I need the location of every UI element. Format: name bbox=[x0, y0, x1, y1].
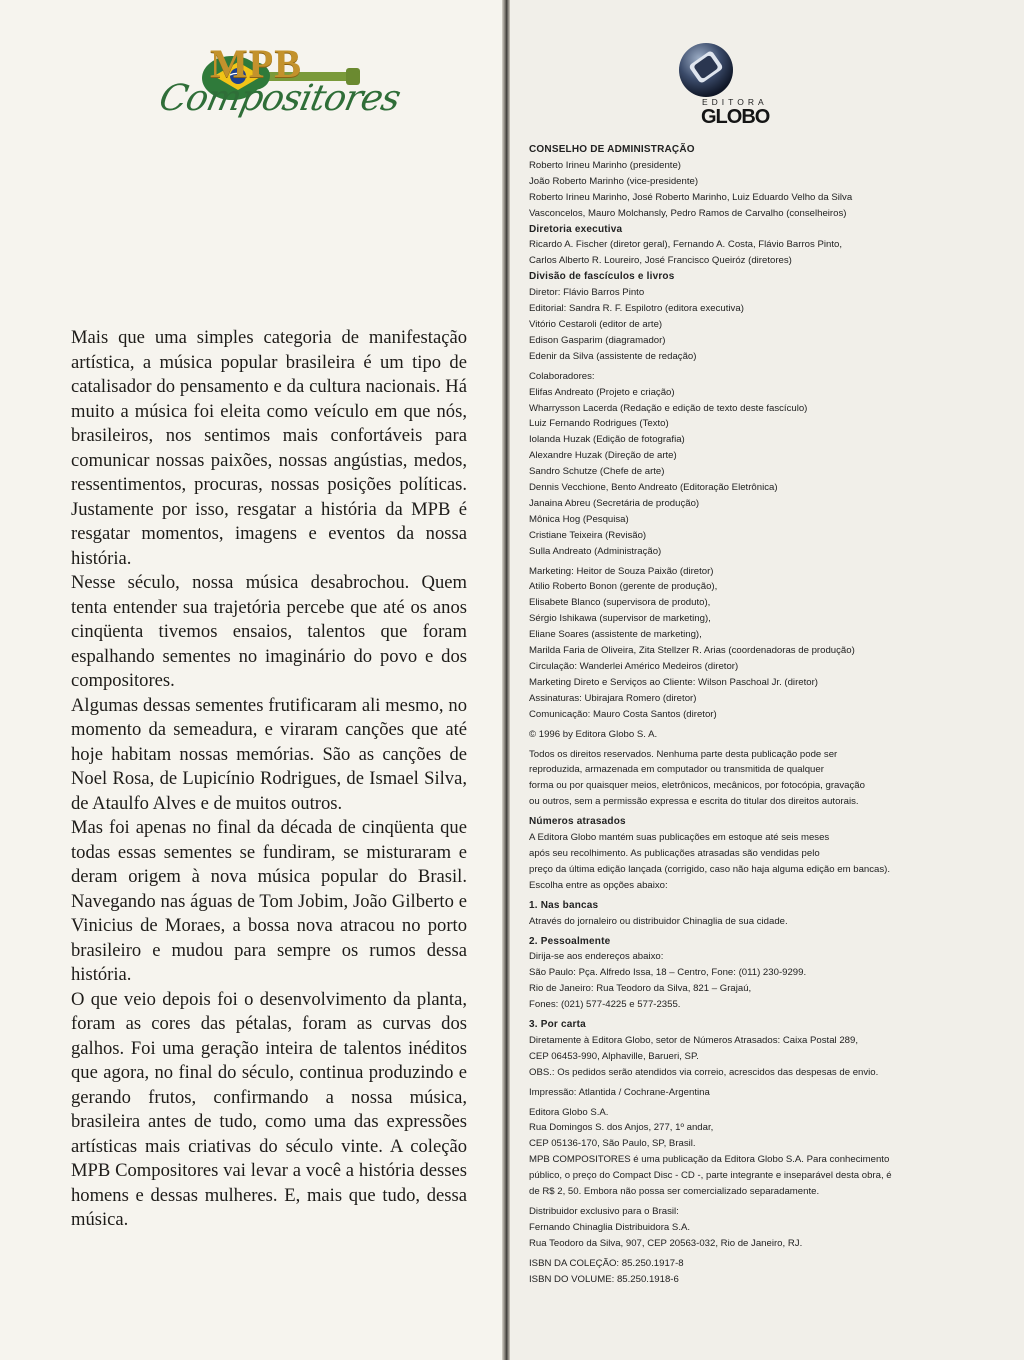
masthead-heading: Números atrasados bbox=[529, 816, 626, 828]
mpb-compositores-logo bbox=[146, 38, 404, 124]
masthead-line: Alexandre Huzak (Direção de arte) bbox=[529, 450, 677, 462]
masthead-line: Roberto Irineu Marinho (presidente) bbox=[529, 159, 681, 171]
masthead-line: Comunicação: Mauro Costa Santos (diretor) bbox=[529, 708, 717, 720]
masthead-line: A Editora Globo mantém suas publicações em estoque até seis meses bbox=[529, 832, 830, 844]
masthead-line: Rio de Janeiro: Rua Teodoro da Silva, 821 – Grajaú, bbox=[529, 983, 752, 995]
masthead-line: CEP 06453-990, Alphaville, Barueri, SP. bbox=[529, 1050, 699, 1062]
masthead-line: Eliane Soares (assistente de marketing), bbox=[529, 629, 702, 641]
masthead-line: Escolha entre as opções abaixo: bbox=[529, 879, 668, 891]
masthead-line: Editorial: Sandra R. F. Espilotro (editora executiva) bbox=[529, 303, 744, 315]
masthead-credits bbox=[529, 142, 959, 1288]
masthead-line: Editora Globo S.A. bbox=[529, 1106, 609, 1118]
masthead-line: Dirija-se aos endereços abaixo: bbox=[529, 951, 664, 963]
masthead-line: Distribuidor exclusivo para o Brasil: bbox=[529, 1206, 679, 1217]
masthead-line: após seu recolhimento. As publicações atrasadas são vendidas pelo bbox=[529, 847, 820, 859]
masthead-line: Wharrysson Lacerda (Redação e edição de texto deste fascículo) bbox=[529, 402, 808, 414]
masthead-line: Impressão: Atlantida / Cochrane-Argentina bbox=[529, 1086, 710, 1098]
masthead-line: MPB COMPOSITORES é uma publicação da Editora Globo S.A. Para conhecimento bbox=[529, 1154, 890, 1166]
intro-paragraph: Mais que uma simples categoria de manifestação artística, a música popular brasileira é um tipo de catalisador do pensamento e da cultura nacionais. Há muito a música foi eleita como veículo em que nós, brasileiros, nos sentimos mais confortáveis para comunicar nossas paixões, nossas angústias, medos, ressentimentos, procuras, nossas posições políticas. Justamente por isso, resgatar a história da MPB é resgatar momentos, imagens e eventos da nossa história. bbox=[71, 327, 467, 569]
intro-paragraph: Mas foi apenas no final da década de cinqüenta que todas essas sementes se fundiram, se misturaram e deram origem à nova música popular do Brasil. Navegando nas águas de Tom Jobim, João Gilberto e Vinicius de Moraes, a bossa nova atracou no porto brasileiro e mudou para sempre os rumos dessa história. bbox=[71, 817, 467, 985]
masthead-line: Edison Gasparim (diagramador) bbox=[529, 334, 666, 346]
masthead-line: Todos os direitos reservados. Nenhuma parte desta publicação pode ser bbox=[529, 748, 838, 760]
mpb-letters: MPB bbox=[210, 41, 302, 86]
masthead-heading: 2. Pessoalmente bbox=[529, 935, 611, 947]
masthead-line: Carlos Alberto R. Loureiro, José Francisco Queiróz (diretores) bbox=[529, 255, 792, 267]
editora-globo-logo bbox=[670, 40, 770, 132]
masthead-line: Sérgio Ishikawa (supervisor de marketing), bbox=[529, 613, 711, 625]
masthead-line: Sulla Andreato (Administração) bbox=[529, 545, 662, 557]
masthead-line: Mônica Hog (Pesquisa) bbox=[529, 513, 629, 525]
masthead-line: Rua Domingos S. dos Anjos, 277, 1º andar, bbox=[529, 1122, 714, 1134]
masthead-line: Vasconcelos, Mauro Molchansly, Pedro Ramos de Carvalho (conselheiros) bbox=[529, 207, 847, 219]
masthead-line: Dennis Vecchione, Bento Andreato (Editoração Eletrônica) bbox=[529, 482, 778, 494]
masthead-line: forma ou por quaisquer meios, eletrônicos, mecânicos, por fotocópia, gravação bbox=[529, 780, 865, 792]
masthead-line: © 1996 by Editora Globo S. A. bbox=[529, 728, 658, 740]
compositores-script: Compositores bbox=[155, 78, 404, 119]
masthead-line: Marilda Faria de Oliveira, Zita Stellzer R. Arias (coordenadoras de produção) bbox=[529, 645, 855, 657]
masthead-line: Edenir da Silva (assistente de redação) bbox=[529, 350, 697, 362]
masthead-line: Diretamente à Editora Globo, setor de Números Atrasados: Caixa Postal 289, bbox=[529, 1034, 859, 1046]
masthead-line: CEP 05136-170, São Paulo, SP, Brasil. bbox=[529, 1138, 696, 1150]
masthead-line: Fernando Chinaglia Distribuidora S.A. bbox=[529, 1221, 691, 1233]
masthead-line: ISBN DA COLEÇÃO: 85.250.1917-8 bbox=[529, 1257, 684, 1269]
masthead-line: Através do jornaleiro ou distribuidor Chinaglia de sua cidade. bbox=[529, 915, 788, 927]
intro-paragraph: O que veio depois foi o desenvolvimento da planta, foram as cores das pétalas, foram as curvas dos galhos. Foi uma geração inteira de talentos inéditos que agora, no final do século, continua produzindo e gerando frutos, confirmando a nossa música, brasileira antes de tudo, como uma das expressões artísticas mais criativas do século vinte. A coleção MPB Compositores vai levar a você a história desses homens e dessas mulheres. E, mais que tudo, dessa música. bbox=[71, 988, 467, 1230]
masthead-heading: CONSELHO DE ADMINISTRAÇÃO bbox=[529, 144, 695, 155]
masthead-line: Elifas Andreato (Projeto e criação) bbox=[529, 386, 675, 398]
masthead-heading: 3. Por carta bbox=[529, 1019, 586, 1031]
masthead-heading: Diretoria executiva bbox=[529, 223, 623, 235]
globo-name: GLOBO bbox=[701, 106, 770, 128]
masthead-line: Assinaturas: Ubirajara Romero (diretor) bbox=[529, 692, 697, 704]
masthead-line: Elisabete Blanco (supervisora de produto), bbox=[529, 597, 711, 609]
masthead-line: reproduzida, armazenada em computador ou transmitida de qualquer bbox=[529, 764, 824, 776]
masthead-line: Atilio Roberto Bonon (gerente de produção), bbox=[529, 581, 718, 593]
masthead-line: Vitório Cestaroli (editor de arte) bbox=[529, 318, 663, 330]
page-gutter bbox=[502, 0, 510, 1360]
intro-paragraph: Algumas dessas sementes frutificaram ali mesmo, no momento da semeadura, e viraram canções que até hoje habitam nossas memórias. São as canções de Noel Rosa, de Lupicínio Rodrigues, de Ismael Silva, de Ataulfo Alves e de muitos outros. bbox=[71, 694, 467, 814]
masthead-line: Iolanda Huzak (Edição de fotografia) bbox=[529, 434, 685, 446]
masthead-heading: Divisão de fascículos e livros bbox=[529, 271, 675, 283]
masthead-line: ou outros, sem a permissão expressa e escrita do titular dos direitos autorais. bbox=[529, 796, 859, 808]
masthead-line: João Roberto Marinho (vice-presidente) bbox=[529, 175, 699, 187]
masthead-line: preço da última edição lançada (corrigido, caso não haja alguma edição em bancas). bbox=[529, 863, 891, 875]
masthead-line: Rua Teodoro da Silva, 907, CEP 20563-032, Rio de Janeiro, RJ. bbox=[529, 1237, 803, 1249]
masthead-line: OBS.: Os pedidos serão atendidos via correio, acrescidos das despesas de envio. bbox=[529, 1066, 879, 1078]
masthead-line: Colaboradores: bbox=[529, 370, 595, 382]
intro-paragraph: Nesse século, nossa música desabrochou. Quem tenta entender sua trajetória percebe que até os anos cinqüenta tivemos ensaios, talentos que foram espalhando sementes no imaginário do povo e dos compositores. bbox=[71, 572, 467, 691]
masthead-line: Cristiane Teixeira (Revisão) bbox=[529, 529, 647, 541]
masthead-line: Marketing Direto e Serviços ao Cliente: Wilson Paschoal Jr. (diretor) bbox=[529, 676, 818, 688]
masthead-line: Ricardo A. Fischer (diretor geral), Fernando A. Costa, Flávio Barros Pinto, bbox=[529, 239, 842, 251]
masthead-line: ISBN DO VOLUME: 85.250.1918-6 bbox=[529, 1273, 679, 1285]
editora-label: EDITORA bbox=[702, 97, 768, 107]
masthead-line: Janaina Abreu (Secretária de produção) bbox=[529, 497, 700, 509]
masthead-line: Roberto Irineu Marinho, José Roberto Marinho, Luiz Eduardo Velho da Silva bbox=[529, 191, 853, 203]
masthead-line: Luiz Fernando Rodrigues (Texto) bbox=[529, 418, 669, 430]
masthead-line: Fones: (021) 577-4225 e 577-2355. bbox=[529, 999, 681, 1011]
masthead-heading: 1. Nas bancas bbox=[529, 899, 599, 911]
masthead-line: Circulação: Wanderlei Américo Medeiros (diretor) bbox=[529, 661, 739, 672]
masthead-line: Diretor: Flávio Barros Pinto bbox=[529, 287, 645, 299]
masthead-line: de R$ 2, 50. Embora não possa ser comercializado separadamente. bbox=[529, 1186, 820, 1198]
intro-text bbox=[71, 326, 467, 1233]
masthead-line: Marketing: Heitor de Souza Paixão (diretor) bbox=[529, 565, 714, 577]
masthead-line: Sandro Schutze (Chefe de arte) bbox=[529, 466, 665, 478]
masthead-line: público, o preço do Compact Disc - CD -, parte integrante e inseparável desta obra, é bbox=[529, 1170, 892, 1182]
masthead-line: São Paulo: Pça. Alfredo Issa, 18 – Centro, Fone: (011) 230-9299. bbox=[529, 967, 807, 979]
